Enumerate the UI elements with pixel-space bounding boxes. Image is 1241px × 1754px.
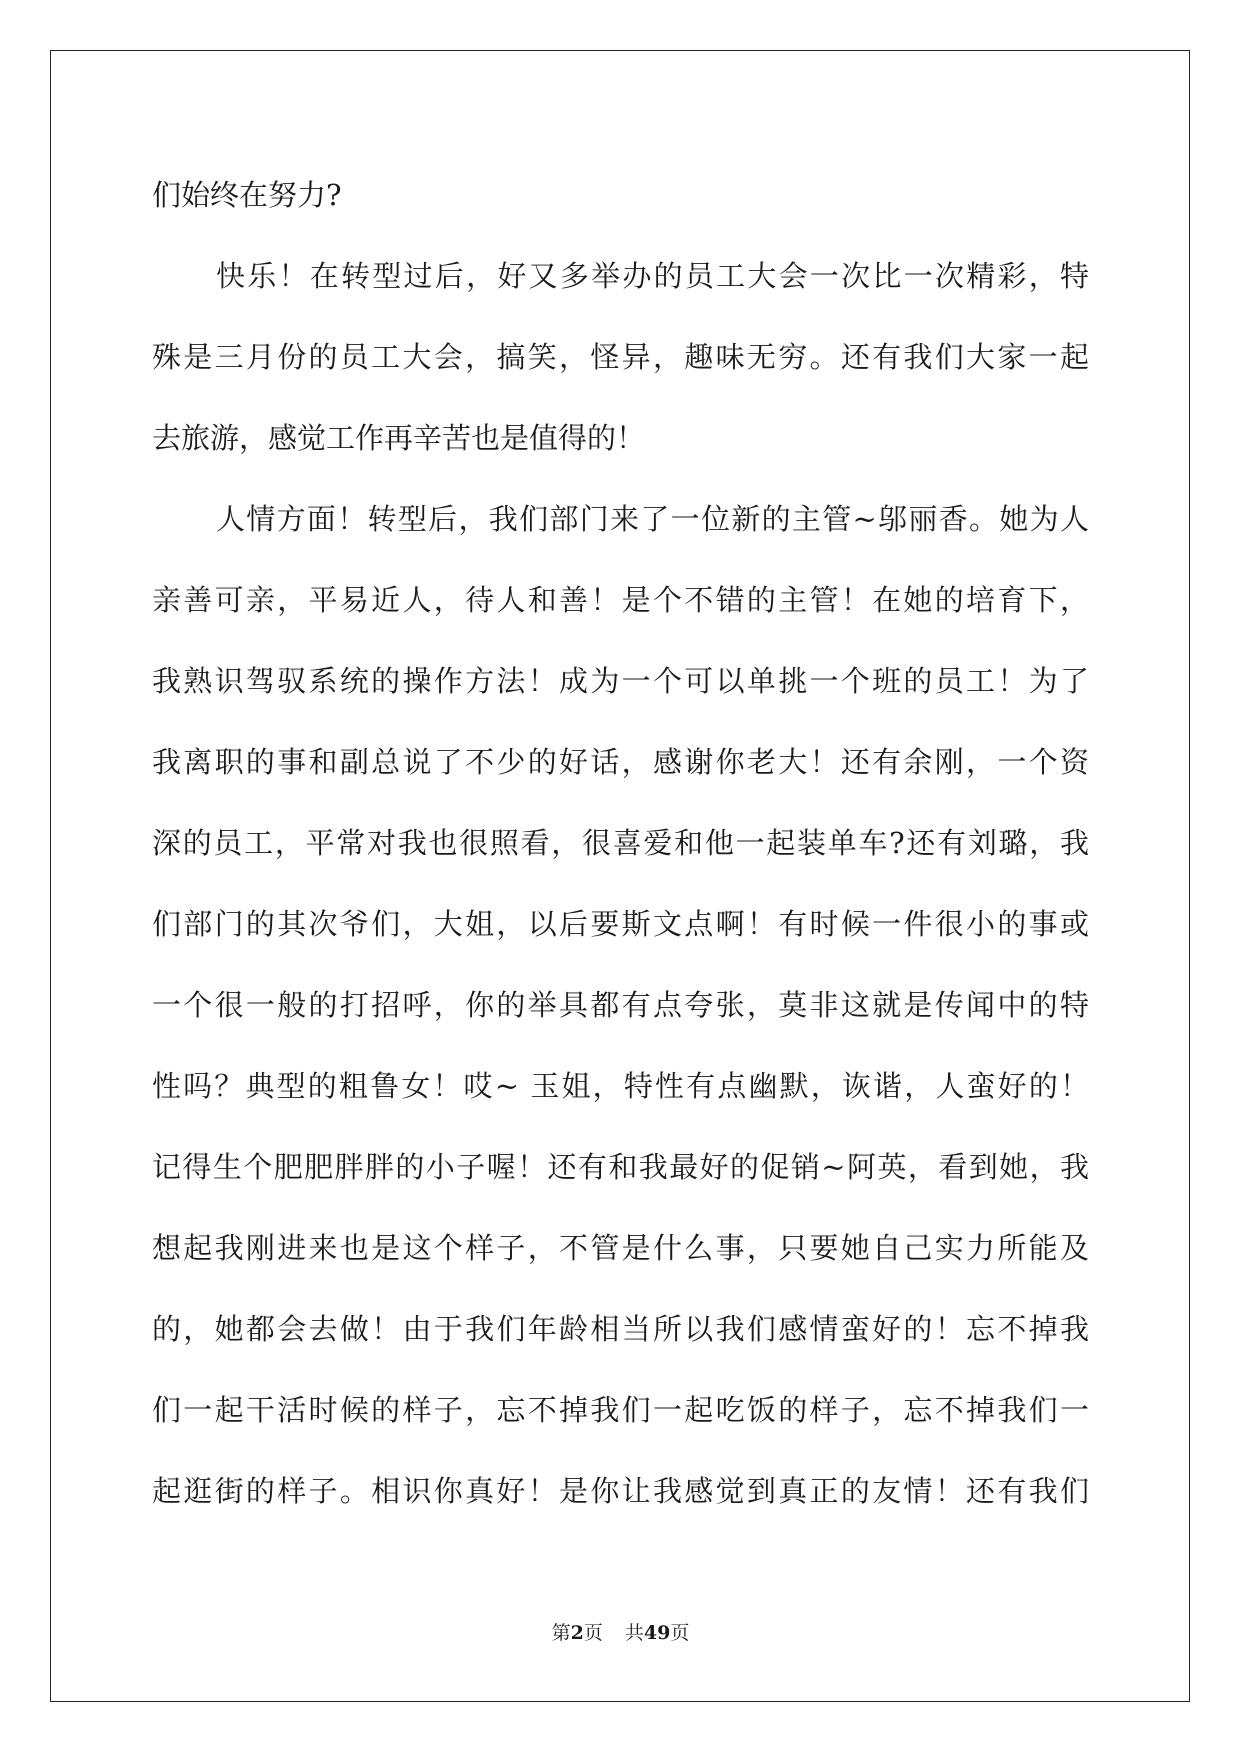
total-prefix: 共 (624, 1622, 644, 1644)
page-suffix: 页 (583, 1622, 603, 1644)
total-suffix: 页 (670, 1622, 690, 1644)
paragraph-start-line: 人情方面！转型后，我们部门来了一位新的主管~邬丽香。她为人 (216, 502, 1089, 536)
text-line: 们一起干活时候的样子，忘不掉我们一起吃饭的样子，忘不掉我们一 (152, 1393, 1089, 1427)
text-line: 深的员工，平常对我也很照看，很喜爱和他一起装单车?还有刘璐，我 (152, 826, 1089, 860)
text-line: 亲善可亲，平易近人，待人和善！是个不错的主管！在她的培育下， (152, 583, 1089, 617)
text-line: 想起我刚进来也是这个样子，不管是什么事，只要她自己实力所能及 (152, 1231, 1089, 1265)
text-line: 记得生个肥肥胖胖的小子喔！还有和我最好的促销~阿英，看到她，我 (152, 1150, 1089, 1184)
text-line: 起逛街的样子。相识你真好！是你让我感觉到真正的友情！还有我们 (152, 1474, 1089, 1508)
text-line: 我离职的事和副总说了不少的好话，感谢你老大！还有余刚，一个资 (152, 745, 1089, 779)
page-footer (0, 1620, 1241, 1646)
page-prefix: 第 (551, 1622, 571, 1644)
text-line: 们部门的其次爷们，大姐，以后要斯文点啊！有时候一件很小的事或 (152, 907, 1089, 941)
text-line: 我熟识驾驭系统的操作方法！成为一个可以单挑一个班的员工！为了 (152, 664, 1089, 698)
page-number: 2 (570, 1622, 584, 1644)
text-line: 的，她都会去做！由于我们年龄相当所以我们感情蛮好的！忘不掉我 (152, 1312, 1089, 1346)
text-line: 去旅游，感觉工作再辛苦也是值得的！ (152, 421, 646, 455)
document-body (152, 158, 1089, 1535)
text-line: 一个很一般的打招呼，你的举具都有点夸张，莫非这就是传闻中的特 (152, 988, 1089, 1022)
text-line: 性吗？典型的粗鲁女！哎~ 玉姐，特性有点幽默，诙谐，人蛮好的！ (152, 1069, 1089, 1103)
total-pages: 49 (643, 1622, 671, 1644)
paragraph-start-line: 快乐！在转型过后，好又多举办的员工大会一次比一次精彩，特 (216, 259, 1089, 293)
text-line: 殊是三月份的员工大会，搞笑，怪异，趣味无穷。还有我们大家一起 (152, 340, 1089, 374)
text-line: 们始终在努力? (152, 178, 342, 212)
